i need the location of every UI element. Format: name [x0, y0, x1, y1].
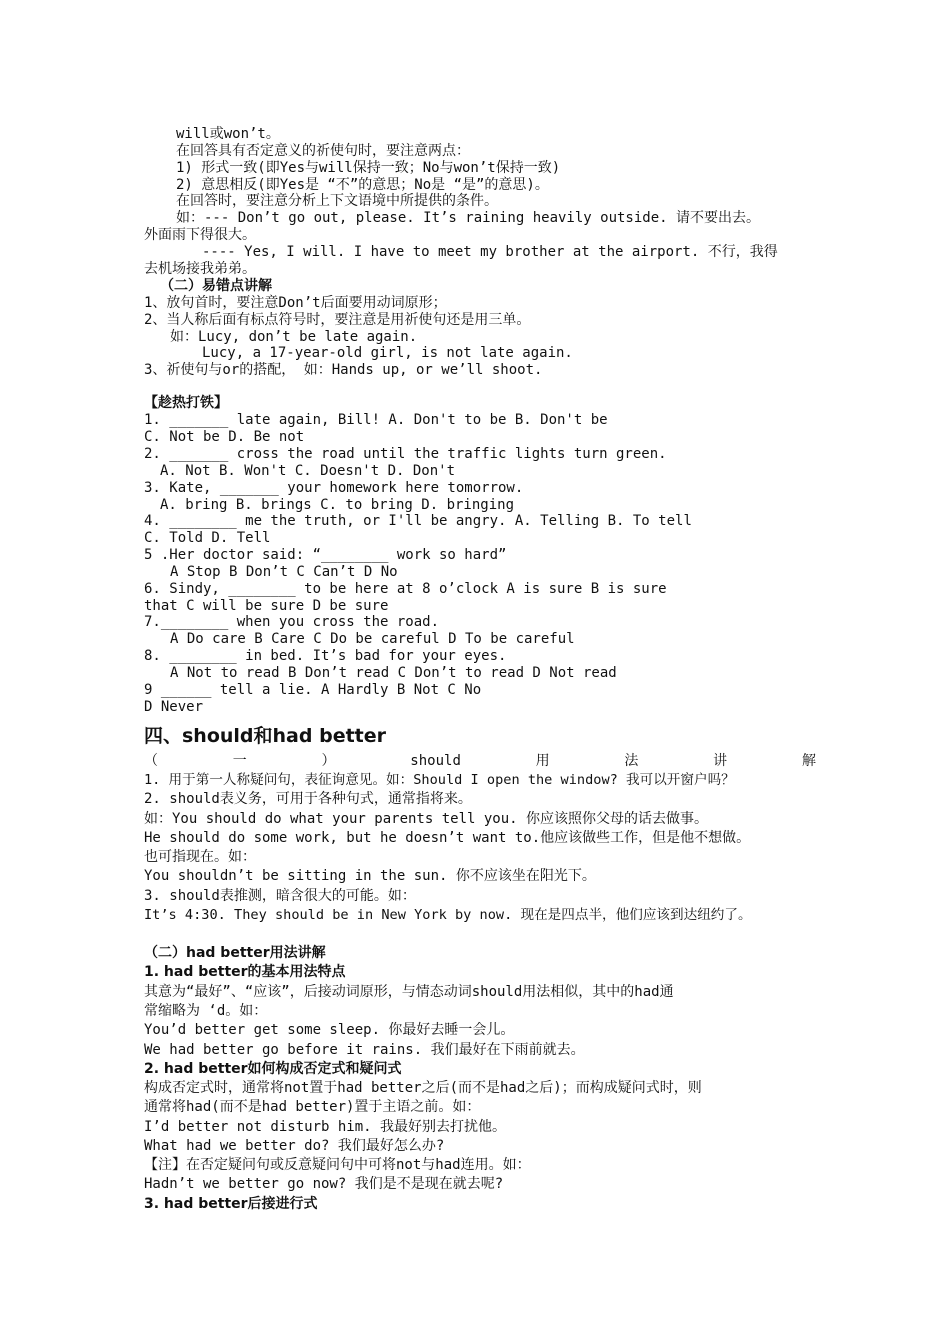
- subheading-part: ）: [321, 753, 336, 769]
- text-line: 如：Lucy, don’t be late again.: [170, 329, 418, 345]
- text-line: 也可指现在。如：: [144, 849, 256, 865]
- exercise-line: 9 ______ tell a lie. A Hardly B Not C No: [144, 682, 482, 698]
- text-line: 2. should表义务，可用于各种句式，通常指将来。: [144, 791, 472, 807]
- text-line: You shouldn’t be sitting in the sun. 你不应该坐在阳光下。: [144, 868, 596, 884]
- exercise-line: 6. Sindy, ________ to be here at 8 o’clock A is sure B is sure: [144, 581, 667, 597]
- exercise-line: C. Not be D. Be not: [144, 429, 305, 445]
- text-line: 3、祈使句与or的搭配， 如：Hands up, or we’ll shoot.: [144, 362, 543, 378]
- exercise-line: A Do care B Care C Do be careful D To be careful: [170, 631, 575, 647]
- text-line: It’s 4:30. They should be in New York by now. 现在是四点半，他们应该到达纽约了。: [144, 907, 752, 923]
- subheading-part: should: [410, 753, 461, 769]
- subheading-part: 用: [535, 753, 550, 769]
- text-line: 通常将had(而不是had better)置于主语之前。如：: [144, 1099, 481, 1115]
- exercise-line: 3. Kate, _______ your homework here tomorrow.: [144, 480, 524, 496]
- exercise-line: C. Told D. Tell: [144, 530, 271, 546]
- text-line: ---- Yes, I will. I have to meet my brother at the airport. 不行，我得: [202, 244, 778, 260]
- text-line: 去机场接我弟弟。: [144, 261, 256, 277]
- text-line: 其意为“最好”、“应该”，后接动词原形，与情态动词should用法相似，其中的had通: [144, 984, 674, 1000]
- text-line: You’d better get some sleep. 你最好去睡一会儿。: [144, 1022, 515, 1038]
- section-title: 四、should和had better: [144, 725, 386, 747]
- text-line: 2、当人称后面有标点符号时，要注意是用祈使句还是用三单。: [144, 312, 531, 328]
- exercise-line: 7.________ when you cross the road.: [144, 614, 440, 630]
- text-line: 1、放句首时，要注意Don’t后面要用动词原形；: [144, 295, 447, 311]
- exercise-line: 8. ________ in bed. It’s bad for your eyes.: [144, 648, 507, 664]
- exercise-line: A Stop B Don’t C Can’t D No: [170, 564, 398, 580]
- text-line: I’d better not disturb him. 我最好别去打扰他。: [144, 1119, 507, 1135]
- text-line: He should do some work, but he doesn’t want to.他应该做些工作，但是他不想做。: [144, 830, 751, 846]
- text-line: 【注】在否定疑问句或反意疑问句中可将not与had连用。如：: [144, 1157, 531, 1173]
- exercise-line: A Not to read B Don’t read C Don’t to read D Not read: [170, 665, 617, 681]
- subheading-part: 一: [232, 753, 247, 769]
- text-line: What had we better do? 我们最好怎么办?: [144, 1138, 445, 1154]
- point-heading: 3. had better后接进行式: [144, 1196, 318, 1212]
- text-line: 1) 形式一致(即Yes与will保持一致；No与won’t保持一致): [176, 160, 561, 176]
- exercise-line: D Never: [144, 699, 204, 715]
- practice-heading: 【趁热打铁】: [144, 395, 228, 411]
- text-line: 2) 意思相反(即Yes是 “不”的意思；No是 “是”的意思)。: [176, 177, 549, 193]
- exercise-line: 2. _______ cross the road until the traffic lights turn green.: [144, 446, 667, 462]
- text-line: 1. 用于第一人称疑问句，表征询意见。如：Should I open the window? 我可以开窗户吗？: [144, 772, 735, 788]
- text-line: 如：--- Don’t go out, please. It’s raining heavily outside. 请不要出去。: [176, 210, 761, 226]
- subheading-had-better: （二）had better用法讲解: [144, 945, 326, 961]
- subheading-part: 解: [801, 753, 816, 769]
- exercise-line: A. bring B. brings C. to bring D. bringing: [160, 497, 515, 513]
- point-heading: 2. had better如何构成否定式和疑问式: [144, 1061, 402, 1077]
- text-line: 外面雨下得很大。: [144, 227, 256, 243]
- text-line: will或won’t。: [176, 126, 280, 142]
- subheading-part: 讲: [713, 753, 728, 769]
- text-line: 3. should表推测，暗含很大的可能。如：: [144, 888, 416, 904]
- text-line: Lucy, a 17-year-old girl, is not late again.: [202, 345, 573, 361]
- text-line: We had better go before it rains. 我们最好在下雨前就去。: [144, 1042, 585, 1058]
- exercise-line: that C will be sure D be sure: [144, 598, 389, 614]
- text-line: 构成否定式时，通常将not置于had better之后(而不是had之后)；而构成疑问式时，则: [144, 1080, 702, 1096]
- point-heading: 1. had better的基本用法特点: [144, 964, 346, 980]
- section-heading: （二）易错点讲解: [160, 278, 272, 294]
- text-line: 在回答时，要注意分析上下文语境中所提供的条件。: [176, 193, 498, 209]
- text-line: 在回答具有否定意义的祈使句时，要注意两点：: [176, 143, 470, 159]
- text-line: Hadn’t we better go now? 我们是不是现在就去呢?: [144, 1176, 504, 1192]
- text-line: 如：You should do what your parents tell you. 你应该照你父母的话去做事。: [144, 811, 709, 827]
- subheading-should: [144, 753, 816, 770]
- exercise-line: 4. ________ me the truth, or I'll be angry. A. Telling B. To tell: [144, 513, 692, 529]
- exercise-line: 5 .Her doctor said: “________ work so hard”: [144, 547, 507, 563]
- exercise-line: A. Not B. Won't C. Doesn't D. Don't: [160, 463, 456, 479]
- text-line: 常缩略为 ‘d。如：: [144, 1003, 268, 1019]
- exercise-line: 1. _______ late again, Bill! A. Don't to be B. Don't be: [144, 412, 608, 428]
- subheading-part: 法: [624, 753, 639, 769]
- subheading-part: （: [144, 753, 158, 769]
